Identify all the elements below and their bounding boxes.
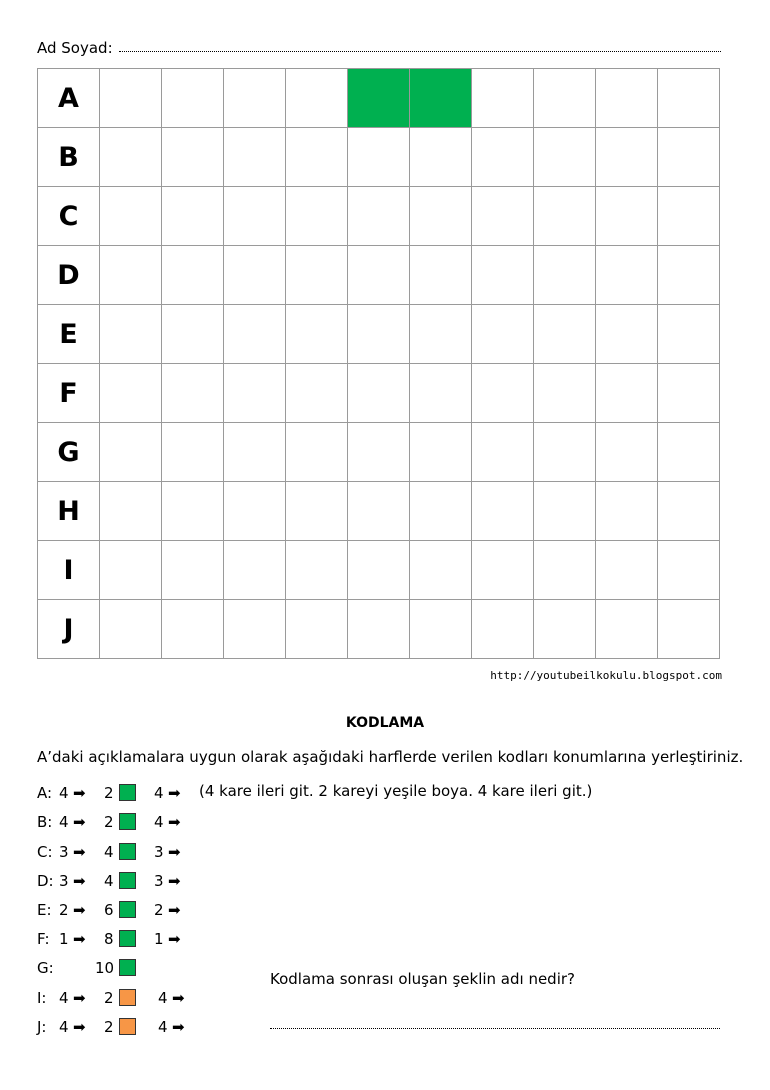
code-paint-count: 2 [104,1018,114,1036]
grid-cell[interactable] [286,541,348,600]
grid-cell[interactable] [224,69,286,128]
code-step-forward-2: 1 [154,930,164,948]
grid-cell[interactable] [534,600,596,659]
code-step-forward: 3 [59,843,69,861]
code-step-forward: 1 [59,930,69,948]
arrow-right-icon: ➡ [73,989,86,1007]
grid-cell[interactable] [348,482,410,541]
grid-cell[interactable] [224,305,286,364]
grid-cell[interactable] [534,364,596,423]
grid-cell[interactable] [596,364,658,423]
grid-cell[interactable] [596,482,658,541]
code-paint-count: 10 [95,959,115,977]
row-label: A [38,69,100,128]
grid-cell[interactable] [224,187,286,246]
arrow-right-icon: ➡ [168,843,181,861]
grid-cell[interactable] [472,305,534,364]
grid-cell[interactable] [100,246,162,305]
grid-cell[interactable] [286,246,348,305]
code-step-forward: 4 [59,813,69,831]
green-square-icon [119,843,136,860]
code-label: A: [37,784,53,802]
code-step-forward-2: 4 [158,1018,168,1036]
grid-cell[interactable] [596,187,658,246]
code-label: J: [37,1018,47,1036]
grid-cell[interactable] [534,305,596,364]
grid-cell[interactable] [162,423,224,482]
arrow-right-icon: ➡ [168,901,181,919]
grid-cell[interactable] [472,541,534,600]
grid-cell[interactable] [472,128,534,187]
answer-line[interactable] [270,1028,720,1029]
grid-cell[interactable] [348,246,410,305]
coding-grid [37,68,720,659]
grid-cell[interactable] [410,364,472,423]
grid-cell[interactable] [410,423,472,482]
grid-cell[interactable] [658,305,720,364]
name-label: Ad Soyad: [37,39,113,57]
grid-cell[interactable] [410,600,472,659]
arrow-right-icon: ➡ [73,930,86,948]
grid-cell[interactable] [596,305,658,364]
grid-cell[interactable] [348,128,410,187]
grid-cell[interactable] [348,541,410,600]
arrow-right-icon: ➡ [73,813,86,831]
grid-cell[interactable] [534,482,596,541]
green-square-icon [119,872,136,889]
grid-cell[interactable] [410,541,472,600]
grid-cell[interactable] [286,423,348,482]
grid-row [38,69,720,128]
code-paint-count: 2 [104,813,114,831]
code-step-forward: 3 [59,872,69,890]
grid-cell[interactable] [286,69,348,128]
grid-cell[interactable] [348,305,410,364]
grid-cell[interactable] [162,541,224,600]
grid-cell[interactable] [348,69,410,128]
row-label: D [38,246,100,305]
grid-row [38,541,720,600]
explanation-text: (4 kare ileri git. 2 kareyi yeşile boya. 4 kare ileri git.) [199,782,593,800]
grid-cell[interactable] [658,600,720,659]
row-label: E [38,305,100,364]
grid-cell[interactable] [162,69,224,128]
grid-cell[interactable] [658,69,720,128]
grid-cell[interactable] [100,69,162,128]
grid-cell[interactable] [100,187,162,246]
code-step-forward-2: 4 [154,784,164,802]
grid-cell[interactable] [472,482,534,541]
grid-cell[interactable] [410,482,472,541]
grid-cell[interactable] [224,423,286,482]
arrow-right-icon: ➡ [73,901,86,919]
grid-cell[interactable] [596,69,658,128]
row-label: C [38,187,100,246]
grid-row [38,246,720,305]
grid-cell[interactable] [596,423,658,482]
code-step-forward-2: 3 [154,843,164,861]
grid-cell[interactable] [534,423,596,482]
code-paint-count: 6 [104,901,114,919]
code-step-forward-2: 2 [154,901,164,919]
code-step-forward-2: 3 [154,872,164,890]
grid-cell[interactable] [348,600,410,659]
grid-cell[interactable] [472,69,534,128]
grid-cell[interactable] [472,600,534,659]
green-square-icon [119,959,136,976]
grid-cell[interactable] [534,187,596,246]
grid-cell[interactable] [534,541,596,600]
green-square-icon [119,901,136,918]
code-step-forward: 4 [59,989,69,1007]
arrow-right-icon: ➡ [73,784,86,802]
grid-cell[interactable] [162,600,224,659]
arrow-right-icon: ➡ [73,843,86,861]
grid-cell[interactable] [286,305,348,364]
grid-cell[interactable] [410,187,472,246]
instruction-text: A’daki açıklamalara uygun olarak aşağıdaki harflerde verilen kodları konumlarına yerleştiriniz. [37,748,744,766]
grid-cell[interactable] [162,128,224,187]
code-paint-count: 2 [104,784,114,802]
orange-square-icon [119,1018,136,1035]
grid-cell[interactable] [286,364,348,423]
grid-cell[interactable] [100,128,162,187]
name-input-line[interactable] [119,50,721,52]
grid-cell[interactable] [472,423,534,482]
grid-cell[interactable] [658,187,720,246]
grid-cell[interactable] [100,482,162,541]
grid-cell[interactable] [472,364,534,423]
grid-cell[interactable] [596,128,658,187]
grid-cell[interactable] [658,364,720,423]
row-label: J [38,600,100,659]
grid-cell[interactable] [224,600,286,659]
grid-cell[interactable] [348,423,410,482]
code-label: I: [37,989,47,1007]
code-paint-count: 2 [104,989,114,1007]
grid-cell[interactable] [286,128,348,187]
arrow-right-icon: ➡ [168,784,181,802]
row-label: I [38,541,100,600]
green-square-icon [119,784,136,801]
row-label: G [38,423,100,482]
page-title: KODLAMA [345,715,425,731]
grid-cell[interactable] [658,423,720,482]
grid-row [38,187,720,246]
grid-row [38,423,720,482]
grid-cell[interactable] [410,246,472,305]
grid-cell[interactable] [100,600,162,659]
arrow-right-icon: ➡ [73,872,86,890]
row-label: H [38,482,100,541]
grid-cell[interactable] [410,305,472,364]
grid-cell[interactable] [224,482,286,541]
arrow-right-icon: ➡ [168,813,181,831]
arrow-right-icon: ➡ [168,872,181,890]
grid-cell[interactable] [596,541,658,600]
grid-cell[interactable] [224,541,286,600]
grid-cell[interactable] [596,246,658,305]
grid-cell[interactable] [348,187,410,246]
grid-row [38,128,720,187]
grid-cell[interactable] [658,482,720,541]
grid-row [38,364,720,423]
grid-cell[interactable] [100,305,162,364]
code-paint-count: 8 [104,930,114,948]
code-paint-count: 4 [104,843,114,861]
name-row [37,37,721,57]
arrow-right-icon: ➡ [73,1018,86,1036]
grid-cell[interactable] [534,69,596,128]
grid-cell[interactable] [286,482,348,541]
code-label: F: [37,930,50,948]
grid-cell[interactable] [100,364,162,423]
code-label: C: [37,843,53,861]
green-square-icon [119,930,136,947]
arrow-right-icon: ➡ [168,930,181,948]
grid-cell[interactable] [658,246,720,305]
grid-cell[interactable] [224,246,286,305]
grid-cell[interactable] [658,128,720,187]
grid-cell[interactable] [162,187,224,246]
grid-cell[interactable] [162,482,224,541]
grid-cell[interactable] [100,423,162,482]
grid-cell[interactable] [162,364,224,423]
grid-row [38,600,720,659]
arrow-right-icon: ➡ [172,989,185,1007]
grid-cell[interactable] [596,600,658,659]
grid-cell[interactable] [224,364,286,423]
source-url: http://youtubeilkokulu.blogspot.com [490,669,722,682]
arrow-right-icon: ➡ [172,1018,185,1036]
code-label: G: [37,959,54,977]
code-step-forward-2: 4 [154,813,164,831]
grid-cell[interactable] [472,246,534,305]
code-label: B: [37,813,53,831]
grid-cell[interactable] [100,541,162,600]
grid-cell[interactable] [410,69,472,128]
code-step-forward-2: 4 [158,989,168,1007]
grid-cell[interactable] [534,128,596,187]
code-paint-count: 4 [104,872,114,890]
code-step-forward: 2 [59,901,69,919]
grid-cell[interactable] [410,128,472,187]
grid-cell[interactable] [534,246,596,305]
grid-cell[interactable] [472,187,534,246]
grid-cell[interactable] [286,600,348,659]
code-step-forward: 4 [59,1018,69,1036]
code-label: E: [37,901,52,919]
code-label: D: [37,872,54,890]
grid-cell[interactable] [348,364,410,423]
code-step-forward: 4 [59,784,69,802]
grid-cell[interactable] [286,187,348,246]
grid-cell[interactable] [658,541,720,600]
grid-cell[interactable] [224,128,286,187]
grid-cell[interactable] [162,305,224,364]
grid-cell[interactable] [162,246,224,305]
green-square-icon [119,813,136,830]
row-label: B [38,128,100,187]
row-label: F [38,364,100,423]
orange-square-icon [119,989,136,1006]
grid-row [38,482,720,541]
grid-row [38,305,720,364]
question-text: Kodlama sonrası oluşan şeklin adı nedir? [270,970,576,988]
